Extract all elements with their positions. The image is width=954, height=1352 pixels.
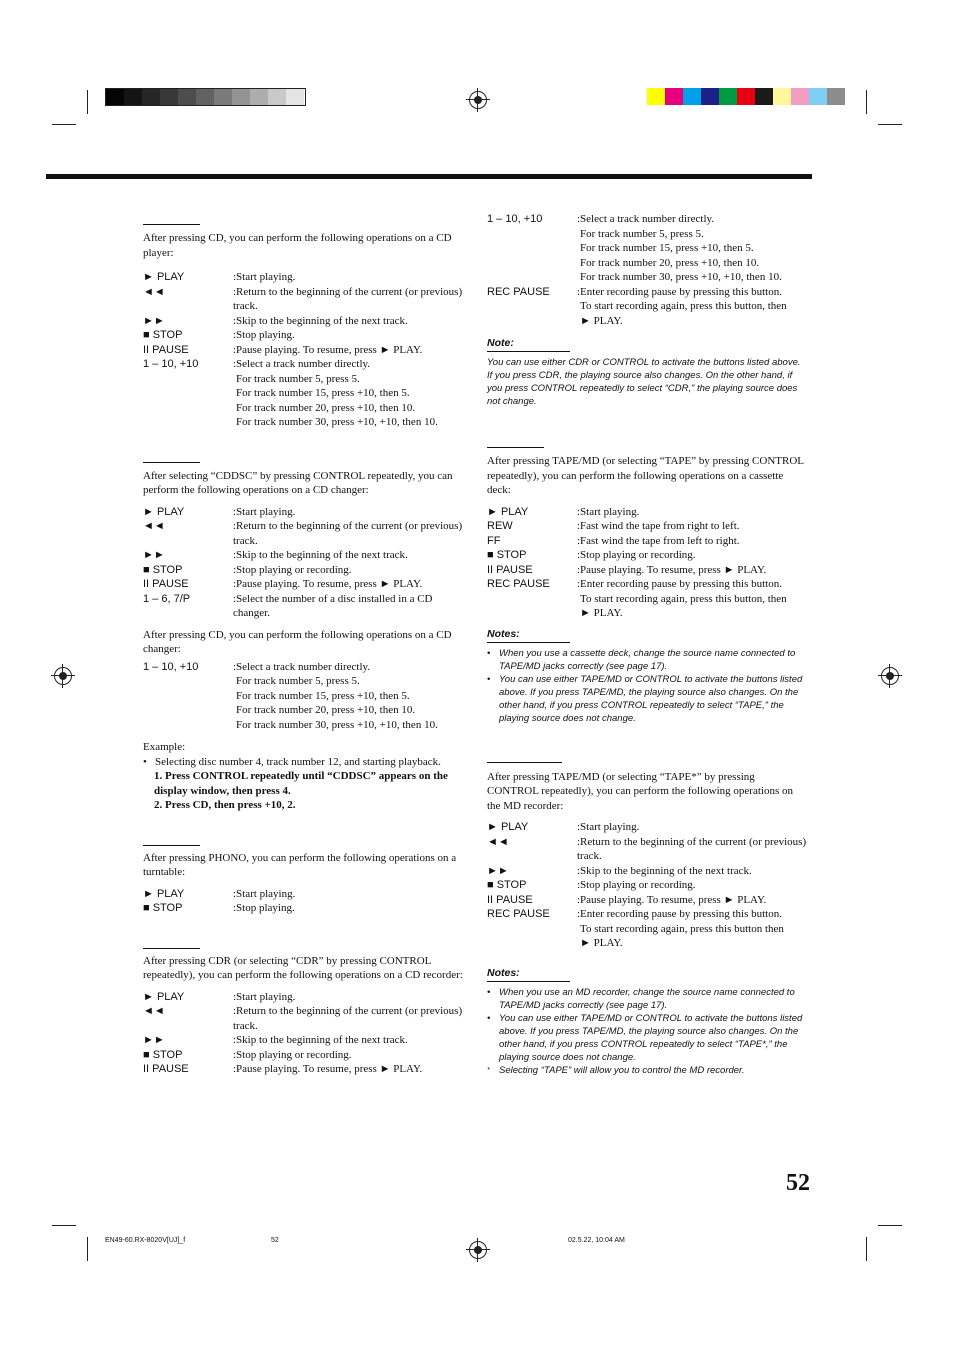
- operation-row: [143, 592, 463, 621]
- op-key: FF: [487, 534, 501, 547]
- operation-row: [143, 357, 463, 372]
- op-desc: :Stop playing or recording.: [577, 549, 696, 561]
- tape-intro: After pressing TAPE/MD (or selecting “TAPE” by pressing CONTROL repeatedly), you can perform the following operations on a cassette deck:: [487, 455, 804, 496]
- op-key: 1 – 10, +10: [487, 213, 543, 225]
- op-desc: :Skip to the beginning of the next track.: [577, 864, 752, 877]
- op-key: ■ STOP: [143, 329, 183, 341]
- operation-row: [487, 893, 807, 908]
- op-desc: :Stop playing or recording.: [577, 879, 696, 891]
- op-desc: :Select a track number directly.: [577, 213, 715, 225]
- header-rule: [46, 174, 812, 179]
- cdr-operations: [143, 990, 463, 1077]
- example-label: Example:: [143, 741, 186, 753]
- op-desc: :Enter recording pause by pressing this button.: [577, 578, 782, 590]
- color-swatch: [791, 88, 809, 105]
- cdr-note: You can use either CDR or CONTROL to activate the buttons listed above. If you press CDR, the playing source also changes. On the other hand, if you press CONTROL repeatedly to select “CDR,” the playing source does not change.: [487, 357, 801, 407]
- note-text: When you use a cassette deck, change the source name connected to TAPE/MD jacks correctly (see page 17).: [499, 647, 796, 672]
- op-desc: :Skip to the beginning of the next track.: [233, 549, 408, 561]
- color-swatch: [683, 88, 701, 105]
- registration-mark-icon: [881, 667, 899, 685]
- crop-mark: [878, 1225, 902, 1226]
- bullet-icon: •: [487, 986, 491, 998]
- note-text: You can use either TAPE/MD or CONTROL to activate the buttons listed above. If you press TAPE/MD, the playing source also changes. On the other hand, if you press CONTROL repeatedly to select “TAPE*,” the playing source does not change.: [499, 1012, 803, 1063]
- operation-row: [487, 878, 807, 893]
- color-swatch: [809, 88, 827, 105]
- note-item: [487, 986, 807, 1012]
- op-desc: :Stop playing or recording.: [233, 1048, 352, 1061]
- right-column: [487, 212, 807, 1077]
- op-desc: :Fast wind the tape from right to left.: [577, 520, 740, 532]
- color-swatch: [755, 88, 773, 105]
- op-key: II PAUSE: [487, 893, 533, 906]
- op-desc: :Select a track number directly.: [233, 358, 371, 370]
- note-text: When you use an MD recorder, change the source name connected to TAPE/MD jacks correctly (see page 17).: [499, 986, 795, 1011]
- detail-line: For track number 5, press 5.: [236, 372, 360, 385]
- op-key: REC PAUSE: [487, 908, 550, 920]
- op-key: ■ STOP: [143, 1048, 183, 1061]
- detail-line: For track number 30, press +10, +10, then 10.: [580, 271, 782, 283]
- color-swatch: [827, 88, 845, 105]
- op-key: ►►: [143, 549, 165, 561]
- op-desc: :Fast wind the tape from left to right.: [577, 534, 740, 547]
- cdr-track-examples: [487, 227, 807, 285]
- operation-row: [143, 270, 463, 285]
- swatch-outline: [105, 88, 306, 106]
- op-key: ◄◄: [487, 835, 509, 848]
- operation-row: [143, 990, 463, 1005]
- operation-row: [143, 1048, 463, 1063]
- detail-line: For track number 20, press +10, then 10.: [236, 704, 416, 716]
- operation-row: [487, 577, 807, 592]
- example-step-2: 2. Press CD, then press +10, 2.: [154, 799, 296, 811]
- crop-mark: [866, 1237, 867, 1261]
- md-intro: After pressing TAPE/MD (or selecting “TAPE*” by pressing CONTROL repeatedly), you can perform the following operations on the MD recorder:: [487, 770, 793, 812]
- op-desc: :Return to the beginning of the current (or previous) track.: [233, 285, 463, 312]
- operation-row: [143, 1062, 463, 1077]
- op-desc: :Start playing.: [577, 821, 640, 833]
- op-key: ■ STOP: [143, 902, 183, 914]
- cdr-operations-cont: [487, 212, 807, 227]
- crop-mark: [87, 1237, 88, 1261]
- footnote-text: Selecting “TAPE” will allow you to control the MD recorder.: [499, 1064, 745, 1076]
- op-key: REW: [487, 520, 513, 532]
- operation-row: [143, 548, 463, 563]
- cdr-intro: After pressing CDR (or selecting “CDR” by pressing CONTROL repeatedly), you can perform the following operations on a CD recorder:: [143, 954, 463, 981]
- op-desc: :Start playing.: [233, 887, 296, 900]
- op-key: ► PLAY: [487, 505, 529, 518]
- note-item: [487, 1012, 807, 1064]
- cd-intro: After pressing CD, you can perform the following operations on a CD player:: [143, 232, 452, 259]
- op-desc: :Stop playing or recording.: [233, 563, 352, 576]
- op-key: ► PLAY: [143, 271, 185, 283]
- op-key: 1 – 10, +10: [143, 660, 199, 673]
- section-rule: [143, 462, 200, 463]
- op-key: ■ STOP: [487, 879, 527, 891]
- left-column: [143, 224, 463, 1077]
- op-desc: :Start playing.: [577, 505, 640, 518]
- op-key: II PAUSE: [143, 578, 189, 590]
- operation-row: [143, 519, 463, 548]
- op-key: REC PAUSE: [487, 285, 550, 298]
- color-swatch: [773, 88, 791, 105]
- detail-line: To start recording again, press this button then: [580, 922, 784, 935]
- operation-row: [487, 563, 807, 578]
- footer-file: EN49-60.RX-8020V[UJ]_f: [105, 1237, 186, 1244]
- detail-line: For track number 20, press +10, then 10.: [236, 401, 416, 414]
- detail-line: For track number 5, press 5.: [236, 675, 360, 687]
- operation-row: [487, 505, 807, 520]
- operation-row: [143, 1033, 463, 1048]
- md-rec-pause-detail: [487, 922, 807, 951]
- detail-line: For track number 30, press +10, +10, then 10.: [236, 718, 438, 731]
- section-rule: [487, 447, 544, 448]
- section-rule: [487, 762, 562, 763]
- cdr-rec-pause-row: [487, 285, 807, 300]
- op-key: ◄◄: [143, 1005, 165, 1017]
- cdchanger-intro: After selecting “CDDSC” by pressing CONTROL repeatedly, you can perform the following operations on a CD changer:: [143, 469, 453, 496]
- note-item: [487, 647, 807, 673]
- detail-line: ► PLAY.: [580, 937, 623, 949]
- op-desc: :Return to the beginning of the current (or previous) track.: [233, 1005, 463, 1032]
- note-rule: [487, 351, 570, 352]
- op-desc: :Stop playing.: [233, 902, 295, 914]
- operation-row: [487, 534, 807, 549]
- op-key: II PAUSE: [487, 563, 533, 576]
- tape-operations: [487, 505, 807, 592]
- cdchanger-track-examples: [143, 674, 463, 732]
- color-swatch: [647, 88, 665, 105]
- cdr-rec-pause-detail: [487, 299, 807, 328]
- op-key: ►►: [143, 1034, 165, 1046]
- operation-row: [143, 1004, 463, 1033]
- op-desc: :Pause playing. To resume, press ► PLAY.: [577, 893, 767, 906]
- footnote-mark: *: [487, 1066, 490, 1074]
- op-key: ►►: [143, 314, 165, 327]
- detail-line: For track number 15, press +10, then 5.: [236, 387, 410, 399]
- color-swatch: [665, 88, 683, 105]
- bullet-icon: •: [487, 673, 491, 685]
- phono-intro: After pressing PHONO, you can perform the following operations on a turntable:: [143, 851, 457, 878]
- section-rule: [143, 948, 200, 949]
- operation-row: [487, 548, 807, 563]
- op-key: ◄◄: [143, 285, 165, 298]
- detail-line: To start recording again, press this button, then: [580, 300, 787, 312]
- op-key: ■ STOP: [143, 563, 183, 576]
- op-key: ◄◄: [143, 520, 165, 532]
- op-key: II PAUSE: [143, 1063, 189, 1075]
- op-desc: :Enter recording pause by pressing this button.: [577, 908, 782, 920]
- op-desc: :Skip to the beginning of the next track.: [233, 1034, 408, 1046]
- operation-row: [143, 314, 463, 329]
- op-key: 1 – 10, +10: [143, 358, 199, 370]
- example-step-1: 1. Press CONTROL repeatedly until “CDDSC” appears on the display window, then press 4.: [154, 770, 448, 797]
- color-swatch: [719, 88, 737, 105]
- crop-mark: [866, 90, 867, 114]
- op-desc: :Pause playing. To resume, press ► PLAY.: [233, 1063, 423, 1075]
- operation-row: [487, 907, 807, 922]
- detail-line: For track number 20, press +10, then 10.: [580, 256, 760, 269]
- operation-row: [143, 505, 463, 520]
- op-key: ► PLAY: [487, 821, 529, 833]
- md-footnote: [487, 1064, 807, 1077]
- cdchanger-operations: [143, 505, 463, 621]
- registration-mark-icon: [469, 91, 487, 109]
- operation-row: [143, 901, 463, 916]
- example-text: Selecting disc number 4, track number 12, and starting playback.: [155, 755, 441, 768]
- op-key: ►►: [487, 864, 509, 877]
- footer-page: 52: [271, 1237, 279, 1244]
- color-swatch: [737, 88, 755, 105]
- detail-line: ► PLAY.: [580, 314, 623, 327]
- detail-line: For track number 30, press +10, +10, then 10.: [236, 416, 438, 428]
- operation-row: [143, 343, 463, 358]
- footer-date: 02.5.22, 10:04 AM: [568, 1237, 625, 1244]
- page-number: 52: [786, 1170, 810, 1196]
- notes-heading: Notes:: [487, 627, 520, 640]
- op-desc: :Enter recording pause by pressing this button.: [577, 285, 782, 298]
- cdchanger-track-row: [143, 660, 463, 675]
- md-operations: [487, 820, 807, 922]
- operation-row: [487, 864, 807, 879]
- operation-row: [143, 563, 463, 578]
- example-bullet: [143, 755, 463, 770]
- operation-row: [143, 328, 463, 343]
- op-desc: :Start playing.: [233, 990, 296, 1003]
- op-desc: :Pause playing. To resume, press ► PLAY.: [233, 343, 423, 356]
- note-rule: [487, 642, 570, 643]
- op-key: REC PAUSE: [487, 578, 550, 590]
- detail-line: For track number 15, press +10, then 5.: [236, 689, 410, 702]
- cd-track-examples: [143, 372, 463, 430]
- op-key: ■ STOP: [487, 549, 527, 561]
- notes-heading: Notes:: [487, 966, 520, 979]
- section-rule: [143, 845, 200, 846]
- op-desc: :Pause playing. To resume, press ► PLAY.: [233, 578, 423, 590]
- crop-mark: [52, 124, 76, 125]
- registration-mark-icon: [469, 1241, 487, 1259]
- crop-mark: [52, 1225, 76, 1226]
- tape-notes: [487, 647, 807, 725]
- note-text: You can use either TAPE/MD or CONTROL to activate the buttons listed above. If you press TAPE/MD, the playing source also changes. On the other hand, if you press CONTROL repeatedly to select “TAPE,” the playing source does not change.: [499, 673, 803, 724]
- cdchanger-intro2: After pressing CD, you can perform the following operations on a CD changer:: [143, 628, 452, 655]
- op-desc: :Stop playing.: [233, 329, 295, 341]
- op-key: ► PLAY: [143, 505, 185, 518]
- md-notes: [487, 986, 807, 1064]
- op-desc: :Skip to the beginning of the next track.: [233, 314, 408, 327]
- op-desc: :Select a track number directly.: [233, 660, 371, 673]
- note-rule: [487, 981, 570, 982]
- operation-row: [487, 519, 807, 534]
- note-item: [487, 673, 807, 725]
- operation-row: [143, 887, 463, 902]
- detail-line: For track number 15, press +10, then 5.: [580, 242, 754, 254]
- cd-operations: [143, 270, 463, 372]
- crop-mark: [87, 90, 88, 114]
- op-desc: :Select the number of a disc installed in a CD changer.: [233, 592, 433, 619]
- detail-line: ► PLAY.: [580, 607, 623, 619]
- op-desc: :Return to the beginning of the current (or previous) track.: [233, 520, 463, 547]
- color-swatch: [701, 88, 719, 105]
- registration-mark-icon: [54, 667, 72, 685]
- operation-row: [487, 212, 807, 227]
- note-heading: Note:: [487, 337, 514, 349]
- bullet-icon: •: [487, 647, 491, 659]
- bullet-icon: •: [487, 1012, 491, 1024]
- op-desc: :Pause playing. To resume, press ► PLAY.: [577, 563, 767, 576]
- bullet-icon: •: [143, 755, 147, 768]
- crop-mark: [878, 124, 902, 125]
- op-key: II PAUSE: [143, 343, 189, 356]
- operation-row: [143, 285, 463, 314]
- section-rule: [143, 224, 200, 225]
- op-desc: :Return to the beginning of the current (or previous) track.: [577, 835, 807, 862]
- op-key: ► PLAY: [143, 990, 185, 1003]
- op-key: ► PLAY: [143, 887, 185, 900]
- operation-row: [143, 577, 463, 592]
- op-desc: :Start playing.: [233, 271, 296, 283]
- operation-row: [487, 835, 807, 864]
- phono-operations: [143, 887, 463, 916]
- detail-line: To start recording again, press this button, then: [580, 592, 787, 605]
- tape-rec-pause-detail: [487, 592, 807, 621]
- detail-line: For track number 5, press 5.: [580, 227, 704, 240]
- op-key: 1 – 6, 7/P: [143, 592, 191, 605]
- operation-row: [487, 820, 807, 835]
- op-desc: :Start playing.: [233, 505, 296, 518]
